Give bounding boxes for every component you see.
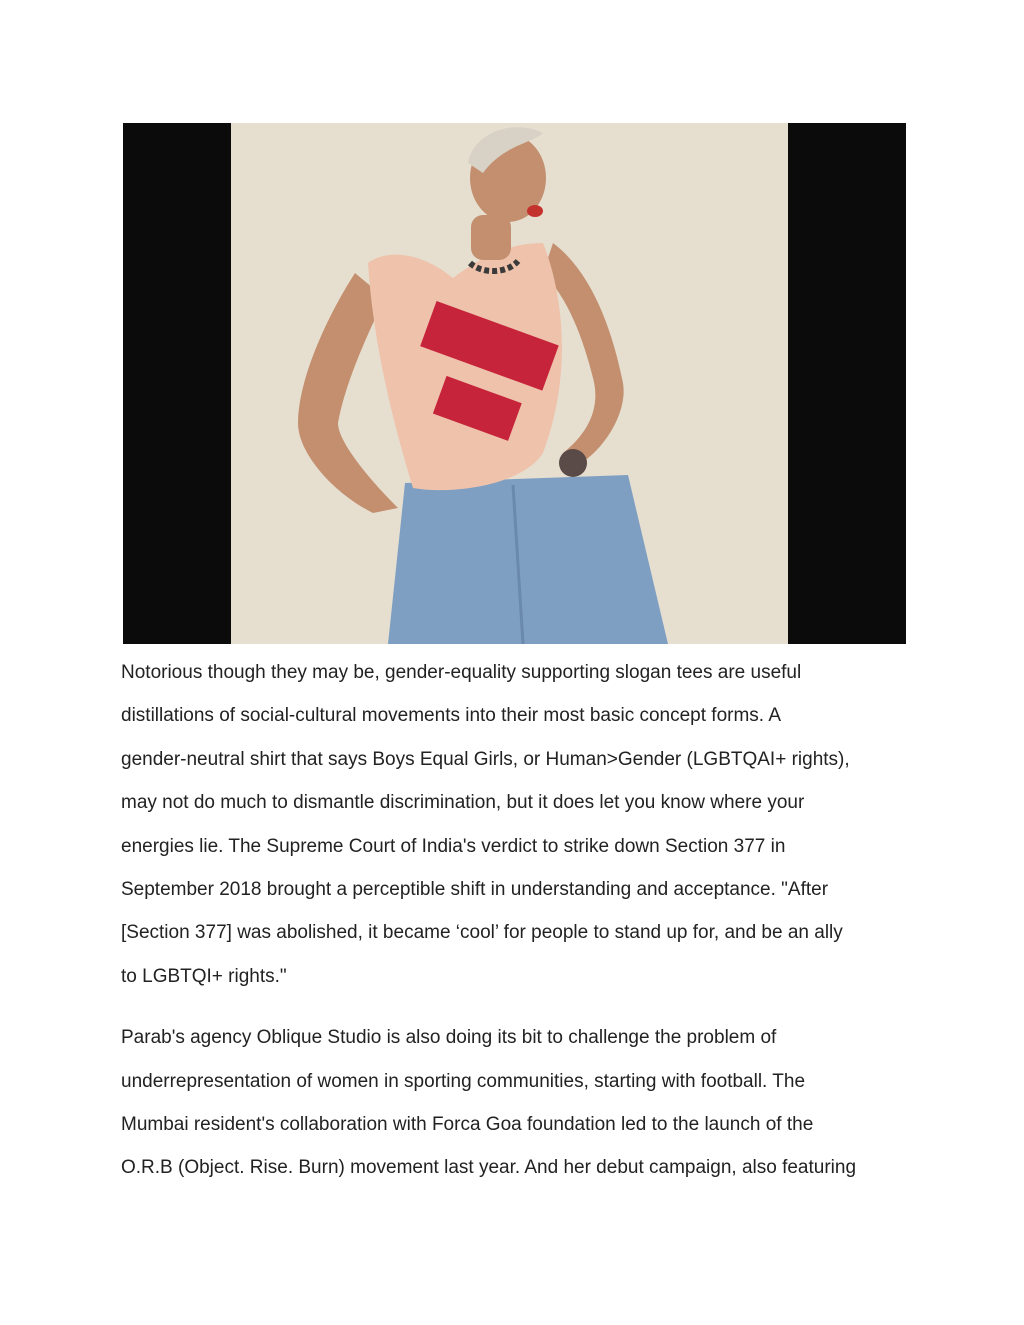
ring [559, 449, 587, 477]
paragraph [121, 1016, 911, 1190]
text-line: O.R.B (Object. Rise. Burn) movement last year. And her debut campaign, also featuring [121, 1157, 857, 1179]
text-line: energies lie. The Supreme Court of India's verdict to strike down Section 377 in [121, 835, 786, 857]
text-line: September 2018 brought a perceptible shift in understanding and acceptance. "After [121, 879, 829, 901]
jeans [388, 475, 668, 644]
text-line: Mumbai resident's collaboration with Forca Goa foundation led to the launch of the [121, 1114, 814, 1136]
text-line: [Section 377] was abolished, it became ‘cool’ for people to stand up for, and be an ally [121, 922, 843, 944]
paragraph [121, 651, 911, 998]
text-line: may not do much to dismantle discrimination, but it does let you know where your [121, 792, 805, 814]
article-body [121, 651, 911, 1190]
text-line: to LGBTQI+ rights." [121, 965, 287, 987]
lips [527, 205, 543, 217]
article-photo [123, 123, 906, 644]
text-line: gender-neutral shirt that says Boys Equal Girls, or Human>Gender (LGBTQAI+ rights), [121, 748, 850, 770]
text-line: underrepresentation of women in sporting communities, starting with football. The [121, 1070, 806, 1092]
text-line: distillations of social-cultural movements into their most basic concept forms. A [121, 705, 781, 727]
text-line: Parab's agency Oblique Studio is also doing its bit to challenge the problem of [121, 1027, 777, 1049]
photo-illustration [123, 123, 906, 644]
text-line: Notorious though they may be, gender-equality supporting slogan tees are useful [121, 662, 802, 683]
